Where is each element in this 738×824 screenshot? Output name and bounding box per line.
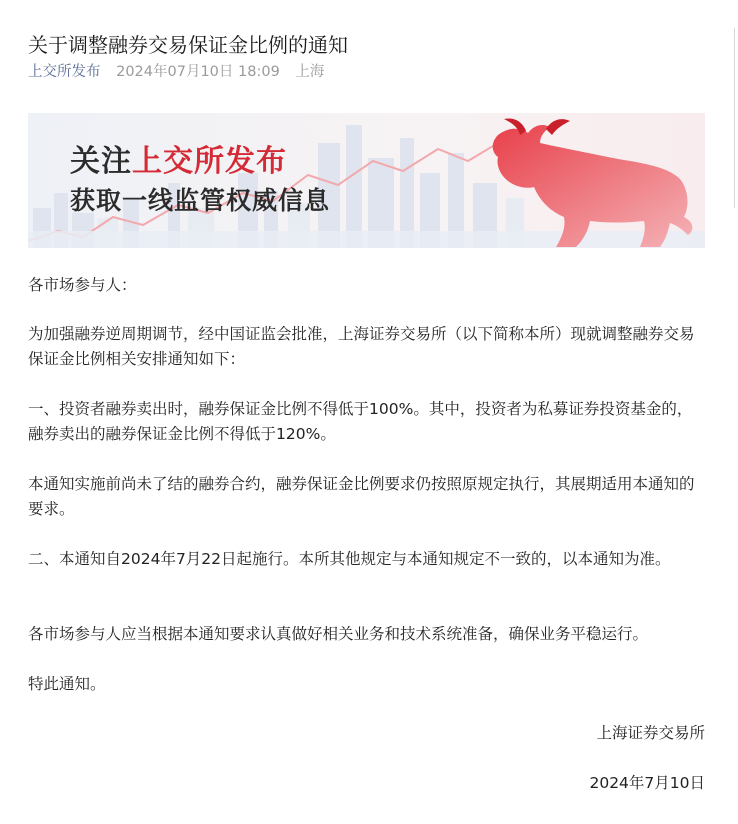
- publish-location: 上海: [295, 64, 325, 80]
- paragraph-closing: 特此通知。: [28, 675, 106, 693]
- paragraph-transition: 本通知实施前尚未了结的融券合约，融券保证金比例要求仍按照原规定执行，其展期适用本通知的要求。: [28, 475, 695, 518]
- signature-date: 2024年7月10日: [589, 774, 705, 792]
- paragraph-greeting: 各市场参与人：: [28, 276, 137, 294]
- paragraph-preparation: 各市场参与人应当根据本通知要求认真做好相关业务和技术系统准备，确保业务平稳运行。: [28, 625, 649, 643]
- banner-subheadline: 获取一线监管权威信息: [70, 186, 331, 215]
- source-link[interactable]: 上交所发布: [28, 64, 101, 80]
- article-meta: [28, 62, 324, 82]
- paragraph-item-1: 一、投资者融券卖出时，融券保证金比例不得低于100%。其中，投资者为私募证券投资基金的，融券卖出的融券保证金比例不得低于120%。: [28, 400, 693, 443]
- scrollbar[interactable]: [734, 28, 738, 208]
- banner-headline: [70, 143, 287, 181]
- paragraph-intro: 为加强融券逆周期调节，经中国证监会批准，上海证券交易所（以下简称本所）现就调整融券交易保证金比例相关安排通知如下：: [28, 325, 695, 368]
- banner-headline-prefix: 关注: [70, 144, 132, 179]
- paragraph-item-2: 二、本通知自2024年7月22日起施行。本所其他规定与本通知规定不一致的，以本通知为准。: [28, 550, 671, 568]
- publish-time: 2024年07月10日 18:09: [116, 64, 280, 80]
- banner-image: [28, 113, 705, 248]
- signature: 上海证券交易所: [596, 724, 705, 742]
- banner-headline-highlight: 上交所发布: [132, 144, 287, 179]
- article-title: 关于调整融券交易保证金比例的通知: [28, 33, 348, 58]
